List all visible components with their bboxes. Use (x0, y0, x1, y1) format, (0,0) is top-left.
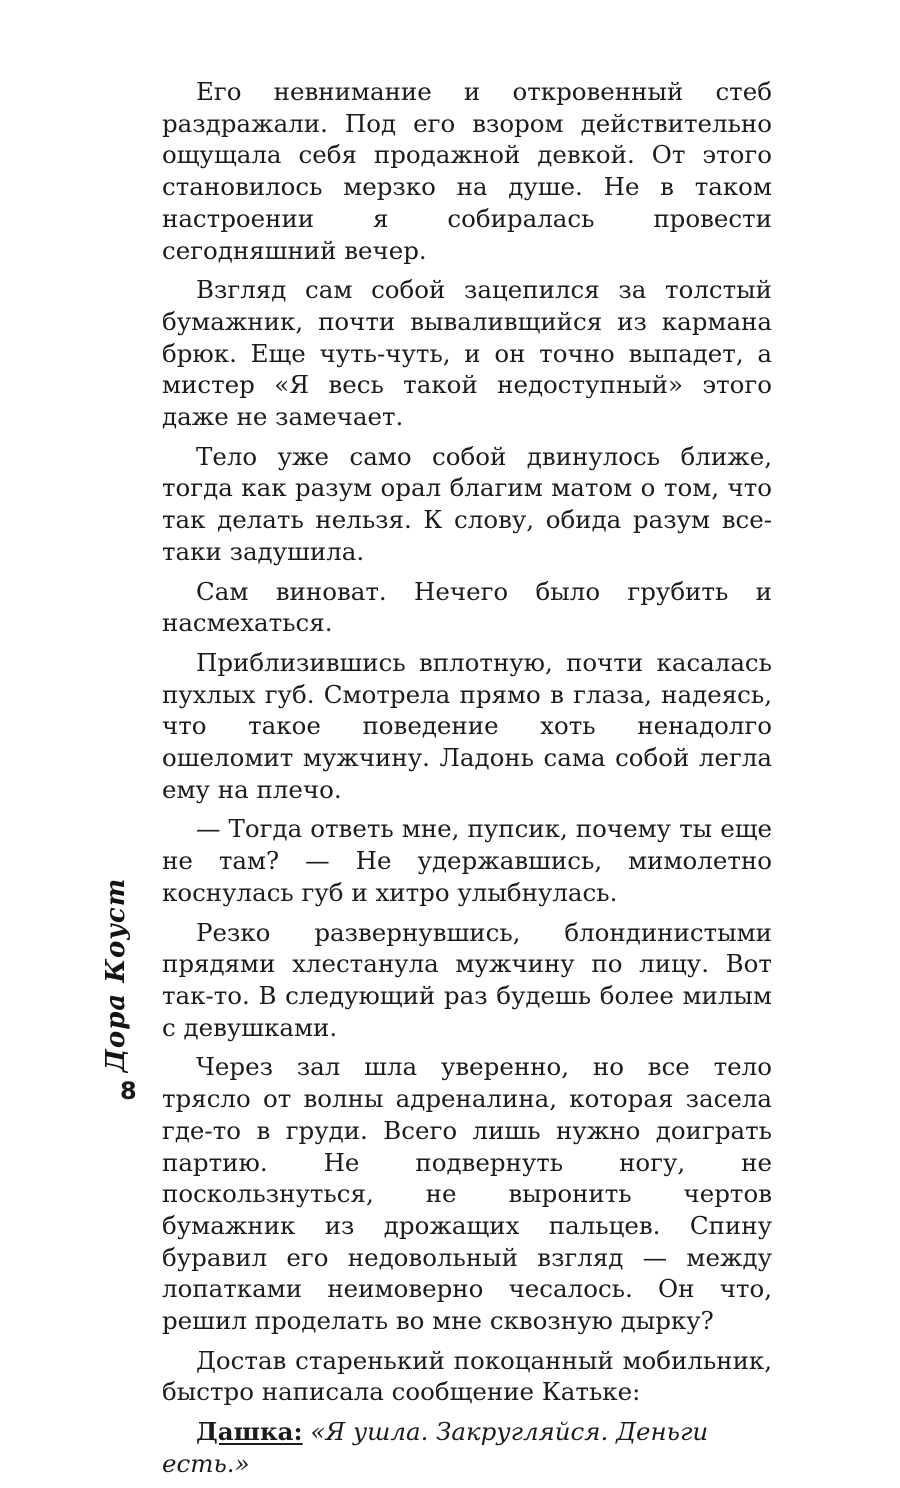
paragraph-1: Его невнимание и откровенный стеб раздражали. Под его взором действительно ощущала себя продажной девкой. От этого становилось мерзко на душе. Не в таком настроении я собиралась провести сегодняшний вечер. (162, 77, 772, 265)
author-name: Дора Коуст (101, 877, 131, 1073)
paragraph-9: Достав старенький покоцанный мобильник, быстро написала сообщение Катьке: (162, 1345, 772, 1407)
author-signature (98, 877, 134, 1073)
paragraph-3: Тело уже само собой двинулось ближе, тогда как разум орал благим матом о том, что так делать нельзя. К слову, обида разум все-таки задушила. (162, 441, 772, 566)
chat-message (162, 1416, 772, 1479)
paragraph-8: Через зал шла уверенно, но все тело трясло от волны адреналина, которая засела где-то в груди. Всего лишь нужно доиграть партию. Не подвернуть ногу, не поскользнуться, не выронить чертов бумажник из дрожащих пальцев. Спину буравил его недовольный взгляд — между лопатками неимоверно чесалось. Он что, решил проделать во мне сквозную дырку? (162, 1052, 772, 1336)
page-number: 8 (120, 1077, 137, 1105)
paragraph-2: Взгляд сам собой зацепился за толстый бумажник, почти вываливщийся из кармана брюк. Еще чуть-чуть, и он точно выпадет, а мистер «Я весь такой недоступный» этого даже не замечает. (162, 275, 772, 432)
chat-text: «Я ушла. Закругляйся. Деньги есть.» (162, 1417, 709, 1478)
chat-speaker: Дашка: (196, 1417, 303, 1447)
paragraph-4: Сам виноват. Нечего было грубить и насмехаться. (162, 576, 772, 638)
paragraph-5: Приблизившись вплотную, почти касалась пухлых губ. Смотрела прямо в глаза, надеясь, что такое поведение хоть ненадолго ошеломит мужчину. Ладонь сама собой легла ему на плечо. (162, 647, 772, 804)
paragraph-7: Резко развернувшись, блондинистыми прядями хлестанула мужчину по лицу. Вот так-то. В следующий раз будешь более милым с девушками. (162, 917, 772, 1042)
body-text (162, 76, 772, 1488)
paragraph-6: — Тогда ответь мне, пупсик, почему ты еще не там? — Не удержавшись, мимолетно коснулась губ и хитро улыбнулась. (162, 814, 772, 907)
